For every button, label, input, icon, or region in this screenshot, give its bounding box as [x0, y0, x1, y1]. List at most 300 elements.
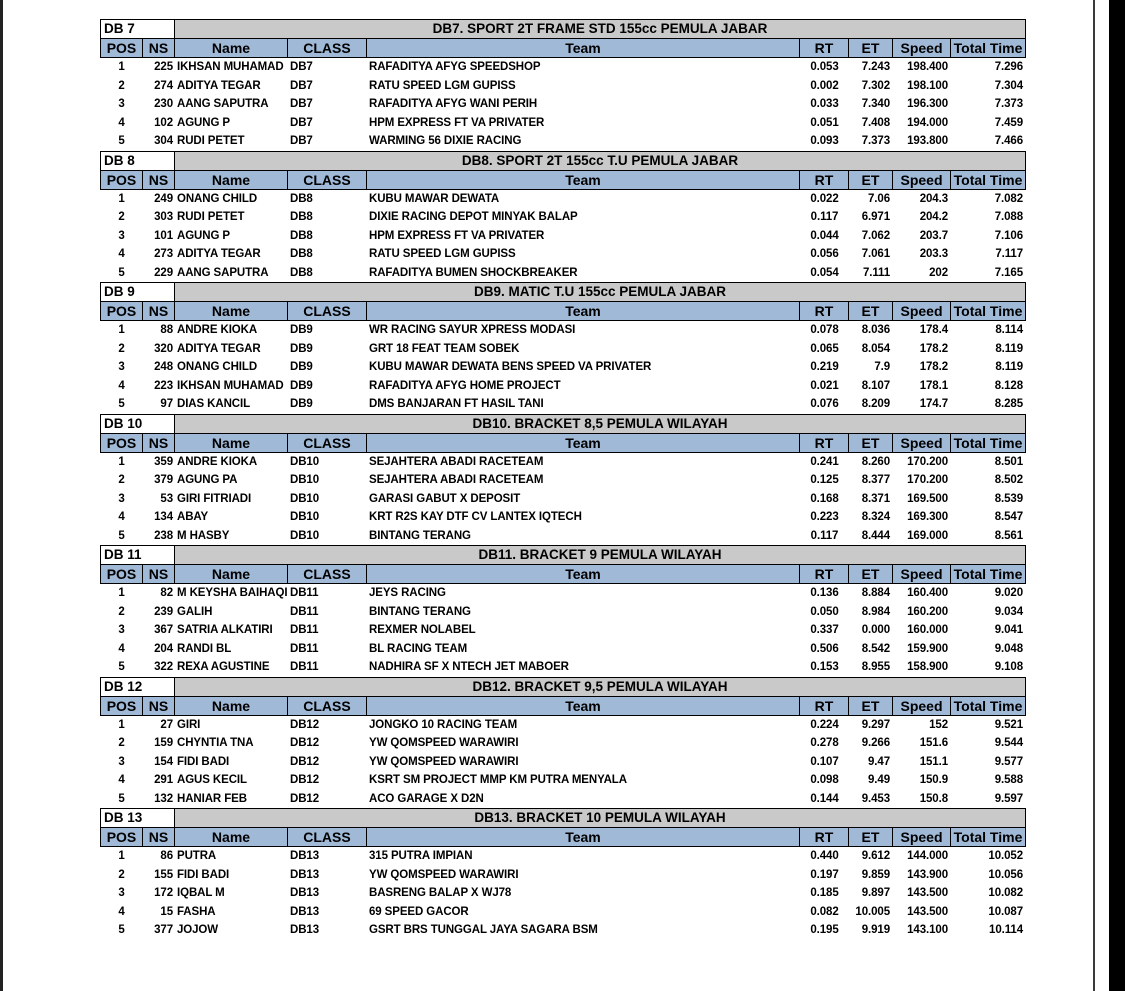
column-header-row: [100, 434, 1026, 453]
cell-speed: 169.000: [907, 529, 948, 542]
cell-ns: 238: [154, 529, 173, 542]
cell-pos: 2: [118, 342, 125, 355]
cell-pos: 4: [118, 642, 125, 655]
header-pos: POS: [101, 434, 143, 452]
cell-pos: 1: [118, 718, 125, 731]
cell-et: 7.9: [874, 361, 890, 374]
header-total-time: Total Time: [953, 40, 1023, 56]
cell-total-time: 8.547: [994, 511, 1023, 524]
cell-et: 8.377: [861, 474, 890, 487]
cell-speed: 204.3: [919, 192, 948, 205]
result-rows: [100, 453, 1026, 546]
cell-speed: 143.100: [907, 924, 948, 937]
cell-speed: 203.7: [919, 229, 948, 242]
result-row: [100, 584, 1026, 603]
header-name: Name: [175, 565, 288, 583]
cell-et: 7.408: [861, 116, 890, 129]
cell-ns: 82: [160, 587, 173, 600]
cell-name: RUDI PETET: [177, 135, 245, 148]
header-rt: RT: [800, 697, 849, 715]
cell-et: 9.453: [861, 792, 890, 805]
header-ns: NS: [143, 434, 175, 452]
column-header-row: [100, 565, 1026, 584]
cell-et: 10.005: [855, 905, 890, 918]
cell-ns: 101: [154, 229, 173, 242]
result-row: [100, 340, 1026, 359]
class-title: DB10. BRACKET 8,5 PEMULA WILAYAH: [175, 414, 1026, 434]
cell-total-time: 8.285: [994, 398, 1023, 411]
header-pos: POS: [101, 697, 143, 715]
cell-speed: 151.1: [919, 755, 948, 768]
header-et: ET: [849, 39, 893, 57]
cell-class: DB12: [290, 792, 320, 805]
class-title-row: [100, 414, 1026, 434]
result-row: [100, 527, 1026, 546]
cell-class: DB8: [290, 229, 313, 242]
cell-name: IQBAL M: [177, 887, 225, 900]
result-row: [100, 508, 1026, 527]
class-code: DB 12: [100, 677, 175, 697]
result-row: [100, 603, 1026, 622]
cell-team: ACO GARAGE X D2N: [369, 792, 484, 805]
header-team: Team: [367, 171, 800, 189]
cell-speed: 198.100: [907, 79, 948, 92]
result-row: [100, 621, 1026, 640]
cell-et: 7.373: [861, 135, 890, 148]
cell-pos: 4: [118, 511, 125, 524]
header-name: Name: [175, 302, 288, 320]
cell-class: DB8: [290, 192, 313, 205]
cell-et: 7.340: [861, 98, 890, 111]
cell-rt: 0.224: [810, 718, 839, 731]
cell-total-time: 10.056: [988, 868, 1023, 881]
cell-pos: 3: [118, 755, 125, 768]
class-title-row: [100, 677, 1026, 697]
header-pos: POS: [101, 171, 143, 189]
cell-et: 8.542: [861, 642, 890, 655]
result-row: [100, 95, 1026, 114]
result-rows: [100, 321, 1026, 414]
cell-et: 0.000: [861, 624, 890, 637]
cell-ns: 249: [154, 192, 173, 205]
result-row: [100, 490, 1026, 509]
header-ns: NS: [143, 171, 175, 189]
cell-rt: 0.051: [810, 116, 839, 129]
cell-class: DB8: [290, 266, 313, 279]
cell-rt: 0.278: [810, 737, 839, 750]
header-pos: POS: [101, 302, 143, 320]
cell-name: AGUNG PA: [177, 474, 238, 487]
cell-name: HANIAR FEB: [177, 792, 247, 805]
cell-name: ONANG CHILD: [177, 192, 258, 205]
result-row: [100, 884, 1026, 903]
cell-rt: 0.125: [810, 474, 839, 487]
header-name: Name: [175, 434, 288, 452]
class-results-block: [100, 545, 1026, 677]
cell-pos: 4: [118, 905, 125, 918]
cell-team: RAFADITYA BUMEN SHOCKBREAKER: [369, 266, 578, 279]
cell-speed: 160.400: [907, 587, 948, 600]
cell-total-time: 7.117: [995, 248, 1023, 261]
cell-rt: 0.078: [810, 324, 839, 337]
cell-team: RAFADITYA AFYG HOME PROJECT: [369, 379, 561, 392]
cell-total-time: 8.561: [994, 529, 1023, 542]
cell-total-time: 8.114: [995, 324, 1023, 337]
header-rt: RT: [800, 828, 849, 846]
class-results-block: [100, 151, 1026, 283]
header-total-time: Total Time: [953, 434, 1023, 451]
cell-rt: 0.056: [810, 248, 839, 261]
right-edge-border: [1109, 0, 1125, 991]
result-row: [100, 245, 1026, 264]
cell-class: DB10: [290, 492, 320, 505]
cell-name: IKHSAN MUHAMAD: [177, 379, 284, 392]
header-rt: RT: [800, 39, 849, 57]
cell-team: WR RACING SAYUR XPRESS MODASI: [369, 324, 576, 337]
cell-team: GSRT BRS TUNGGAL JAYA SAGARA BSM: [369, 924, 598, 937]
cell-rt: 0.053: [810, 61, 839, 74]
cell-et: 6.971: [861, 211, 890, 224]
cell-team: SEJAHTERA ABADI RACETEAM: [369, 455, 544, 468]
cell-rt: 0.021: [810, 379, 839, 392]
cell-rt: 0.002: [810, 79, 839, 92]
cell-pos: 1: [118, 587, 125, 600]
result-row: [100, 114, 1026, 133]
cell-pos: 5: [118, 924, 125, 937]
cell-class: DB13: [290, 887, 320, 900]
cell-et: 9.859: [861, 868, 890, 881]
results-sheet: [100, 19, 1026, 940]
header-speed: Speed: [893, 171, 951, 189]
cell-pos: 5: [118, 266, 125, 279]
cell-ns: 53: [160, 492, 173, 505]
class-title-row: [100, 282, 1026, 302]
cell-total-time: 7.296: [994, 61, 1023, 74]
cell-ns: 379: [154, 474, 173, 487]
cell-ns: 97: [160, 398, 173, 411]
cell-team: BASRENG BALAP X WJ78: [369, 887, 512, 900]
class-title: DB8. SPORT 2T 155cc T.U PEMULA JABAR: [175, 151, 1026, 171]
cell-pos: 3: [118, 361, 125, 374]
cell-name: CHYNTIA TNA: [177, 737, 254, 750]
cell-speed: 169.500: [907, 492, 948, 505]
cell-rt: 0.223: [810, 511, 839, 524]
cell-total-time: 9.108: [994, 661, 1023, 674]
cell-class: DB9: [290, 379, 313, 392]
cell-name: M HASBY: [177, 529, 230, 542]
header-speed: Speed: [893, 828, 951, 846]
cell-name: RUDI PETET: [177, 211, 245, 224]
cell-pos: 3: [118, 887, 125, 900]
header-speed: Speed: [893, 302, 951, 320]
column-header-row: [100, 828, 1026, 847]
header-name: Name: [175, 828, 288, 846]
cell-rt: 0.144: [810, 792, 839, 805]
cell-et: 9.47: [868, 755, 890, 768]
cell-team: 315 PUTRA IMPIAN: [369, 850, 473, 863]
column-header-row: [100, 697, 1026, 716]
cell-rt: 0.093: [810, 135, 839, 148]
class-results-block: [100, 414, 1026, 546]
cell-rt: 0.197: [810, 868, 839, 881]
cell-class: DB11: [290, 587, 319, 600]
cell-pos: 3: [118, 624, 125, 637]
cell-ns: 102: [154, 116, 173, 129]
cell-pos: 5: [118, 135, 125, 148]
cell-rt: 0.136: [810, 587, 839, 600]
cell-ns: 322: [154, 661, 173, 674]
header-class: CLASS: [288, 302, 367, 320]
result-row: [100, 227, 1026, 246]
cell-total-time: 8.501: [994, 455, 1023, 468]
cell-rt: 0.054: [810, 266, 839, 279]
cell-class: DB10: [290, 474, 320, 487]
column-header-row: [100, 171, 1026, 190]
cell-total-time: 7.088: [994, 211, 1023, 224]
header-pos: POS: [101, 565, 143, 583]
result-row: [100, 264, 1026, 283]
cell-class: DB7: [290, 98, 313, 111]
cell-ns: 303: [154, 211, 173, 224]
header-ns: NS: [143, 302, 175, 320]
cell-rt: 0.033: [810, 98, 839, 111]
cell-name: AANG SAPUTRA: [177, 98, 269, 111]
header-total-time: Total Time: [953, 171, 1023, 188]
class-code: DB 8: [100, 151, 175, 171]
header-speed: Speed: [893, 434, 951, 452]
cell-ns: 248: [154, 361, 173, 374]
cell-pos: 2: [118, 737, 125, 750]
cell-total-time: 10.087: [988, 905, 1023, 918]
cell-total-time: 8.119: [995, 361, 1023, 374]
cell-class: DB13: [290, 850, 320, 863]
cell-speed: 159.900: [907, 642, 948, 655]
cell-ns: 377: [154, 924, 173, 937]
cell-ns: 229: [154, 266, 173, 279]
cell-rt: 0.022: [810, 192, 839, 205]
header-name: Name: [175, 171, 288, 189]
header-rt: RT: [800, 434, 849, 452]
cell-team: YW QOMSPEED WARAWIRI: [369, 755, 519, 768]
header-rt: RT: [800, 565, 849, 583]
header-et: ET: [849, 697, 893, 715]
header-et: ET: [849, 565, 893, 583]
cell-pos: 2: [118, 605, 125, 618]
cell-rt: 0.241: [810, 455, 839, 468]
cell-team: RAFADITYA AFYG SPEEDSHOP: [369, 61, 541, 74]
cell-et: 8.054: [861, 342, 890, 355]
cell-total-time: 10.082: [988, 887, 1023, 900]
cell-ns: 155: [154, 868, 173, 881]
cell-ns: 27: [160, 718, 173, 731]
class-title-row: [100, 545, 1026, 565]
cell-pos: 4: [118, 379, 125, 392]
cell-et: 9.266: [861, 737, 890, 750]
cell-et: 8.955: [861, 661, 890, 674]
cell-ns: 225: [154, 61, 173, 74]
cell-total-time: 7.165: [994, 266, 1023, 279]
header-class: CLASS: [288, 828, 367, 846]
class-results-block: [100, 808, 1026, 940]
cell-team: GRT 18 FEAT TEAM SOBEK: [369, 342, 520, 355]
header-et: ET: [849, 434, 893, 452]
cell-total-time: 9.048: [994, 642, 1023, 655]
header-team: Team: [367, 434, 800, 452]
result-row: [100, 132, 1026, 151]
cell-name: M KEYSHA BAIHAQI: [177, 587, 288, 600]
cell-speed: 158.900: [907, 661, 948, 674]
header-team: Team: [367, 39, 800, 57]
cell-class: DB12: [290, 737, 320, 750]
cell-rt: 0.117: [810, 211, 839, 224]
header-team: Team: [367, 565, 800, 583]
cell-et: 9.612: [861, 850, 890, 863]
cell-pos: 5: [118, 529, 125, 542]
header-et: ET: [849, 171, 893, 189]
cell-speed: 202: [929, 266, 948, 279]
header-ns: NS: [143, 39, 175, 57]
header-team: Team: [367, 302, 800, 320]
cell-name: FASHA: [177, 905, 216, 918]
cell-ns: 86: [160, 850, 173, 863]
cell-total-time: 7.459: [994, 116, 1023, 129]
cell-ns: 230: [154, 98, 173, 111]
cell-et: 8.324: [861, 511, 890, 524]
cell-rt: 0.185: [810, 887, 839, 900]
cell-team: KUBU MAWAR DEWATA BENS SPEED VA PRIVATER: [369, 361, 652, 374]
cell-team: KUBU MAWAR DEWATA: [369, 192, 500, 205]
header-class: CLASS: [288, 434, 367, 452]
cell-class: DB10: [290, 511, 320, 524]
cell-et: 8.884: [861, 587, 890, 600]
cell-class: DB12: [290, 755, 320, 768]
cell-ns: 154: [154, 755, 173, 768]
result-row: [100, 734, 1026, 753]
cell-pos: 3: [118, 492, 125, 505]
cell-total-time: 9.041: [994, 624, 1023, 637]
cell-team: RAFADITYA AFYG WANI PERIH: [369, 98, 538, 111]
cell-pos: 1: [118, 850, 125, 863]
cell-pos: 1: [118, 61, 125, 74]
cell-class: DB9: [290, 361, 313, 374]
cell-pos: 5: [118, 398, 125, 411]
column-header-row: [100, 302, 1026, 321]
cell-speed: 143.900: [907, 868, 948, 881]
cell-class: DB13: [290, 868, 320, 881]
cell-class: DB9: [290, 398, 313, 411]
class-title: DB13. BRACKET 10 PEMULA WILAYAH: [175, 808, 1026, 828]
cell-team: BINTANG TERANG: [369, 529, 471, 542]
cell-class: DB7: [290, 79, 313, 92]
result-row: [100, 377, 1026, 396]
cell-class: DB10: [290, 455, 320, 468]
cell-speed: 170.200: [907, 474, 948, 487]
cell-rt: 0.076: [810, 398, 839, 411]
result-rows: [100, 716, 1026, 809]
cell-team: KRT R2S KAY DTF CV LANTEX IQTECH: [369, 511, 582, 524]
cell-speed: 193.800: [907, 135, 948, 148]
cell-ns: 15: [160, 905, 173, 918]
class-title-row: [100, 151, 1026, 171]
cell-team: RATU SPEED LGM GUPISS: [369, 79, 516, 92]
cell-rt: 0.098: [810, 774, 839, 787]
header-speed: Speed: [893, 565, 951, 583]
cell-class: DB10: [290, 529, 320, 542]
header-class: CLASS: [288, 565, 367, 583]
cell-total-time: 7.106: [994, 229, 1023, 242]
cell-team: YW QOMSPEED WARAWIRI: [369, 737, 519, 750]
header-total-time: Total Time: [953, 829, 1023, 845]
cell-pos: 2: [118, 868, 125, 881]
cell-rt: 0.168: [810, 492, 839, 505]
cell-total-time: 8.119: [995, 342, 1023, 355]
cell-team: HPM EXPRESS FT VA PRIVATER: [369, 229, 545, 242]
cell-name: AGUS KECIL: [177, 774, 247, 787]
cell-et: 7.062: [861, 229, 890, 242]
cell-team: KSRT SM PROJECT MMP KM PUTRA MENYALA: [369, 774, 627, 787]
cell-rt: 0.065: [810, 342, 839, 355]
cell-name: FIDI BADI: [177, 755, 230, 768]
cell-speed: 160.200: [907, 605, 948, 618]
cell-team: YW QOMSPEED WARAWIRI: [369, 868, 519, 881]
cell-team: 69 SPEED GACOR: [369, 905, 469, 918]
cell-team: DIXIE RACING DEPOT MINYAK BALAP: [369, 211, 578, 224]
cell-ns: 223: [154, 379, 173, 392]
cell-speed: 178.2: [919, 361, 948, 374]
result-row: [100, 903, 1026, 922]
cell-rt: 0.117: [810, 529, 839, 542]
cell-et: 8.444: [861, 529, 890, 542]
cell-team: NADHIRA SF X NTECH JET MABOER: [369, 661, 569, 674]
result-rows: [100, 847, 1026, 940]
header-speed: Speed: [893, 697, 951, 715]
header-class: CLASS: [288, 171, 367, 189]
cell-rt: 0.044: [810, 229, 839, 242]
cell-name: ANDRE KIOKA: [177, 324, 258, 337]
cell-class: DB11: [290, 661, 319, 674]
cell-pos: 3: [118, 98, 125, 111]
cell-rt: 0.337: [810, 624, 839, 637]
cell-rt: 0.050: [810, 605, 839, 618]
cell-rt: 0.082: [810, 905, 839, 918]
cell-name: ONANG CHILD: [177, 361, 258, 374]
cell-speed: 143.500: [907, 887, 948, 900]
cell-speed: 144.000: [907, 850, 948, 863]
cell-class: DB8: [290, 211, 313, 224]
cell-class: DB12: [290, 774, 320, 787]
class-title-row: [100, 19, 1026, 39]
cell-name: ADITYA TEGAR: [177, 79, 261, 92]
cell-team: HPM EXPRESS FT VA PRIVATER: [369, 116, 545, 129]
result-row: [100, 321, 1026, 340]
cell-pos: 1: [118, 324, 125, 337]
cell-ns: 367: [154, 624, 173, 637]
cell-team: JEYS RACING: [369, 587, 446, 600]
header-et: ET: [849, 828, 893, 846]
class-title: DB12. BRACKET 9,5 PEMULA WILAYAH: [175, 677, 1026, 697]
cell-et: 8.209: [861, 398, 890, 411]
cell-name: AANG SAPUTRA: [177, 266, 269, 279]
result-row: [100, 395, 1026, 414]
cell-speed: 204.2: [919, 211, 948, 224]
cell-team: SEJAHTERA ABADI RACETEAM: [369, 474, 544, 487]
cell-team: DMS BANJARAN FT HASIL TANI: [369, 398, 544, 411]
cell-total-time: 9.020: [994, 587, 1023, 600]
cell-ns: 273: [154, 248, 173, 261]
cell-pos: 5: [118, 792, 125, 805]
cell-et: 7.06: [868, 192, 890, 205]
header-name: Name: [175, 39, 288, 57]
